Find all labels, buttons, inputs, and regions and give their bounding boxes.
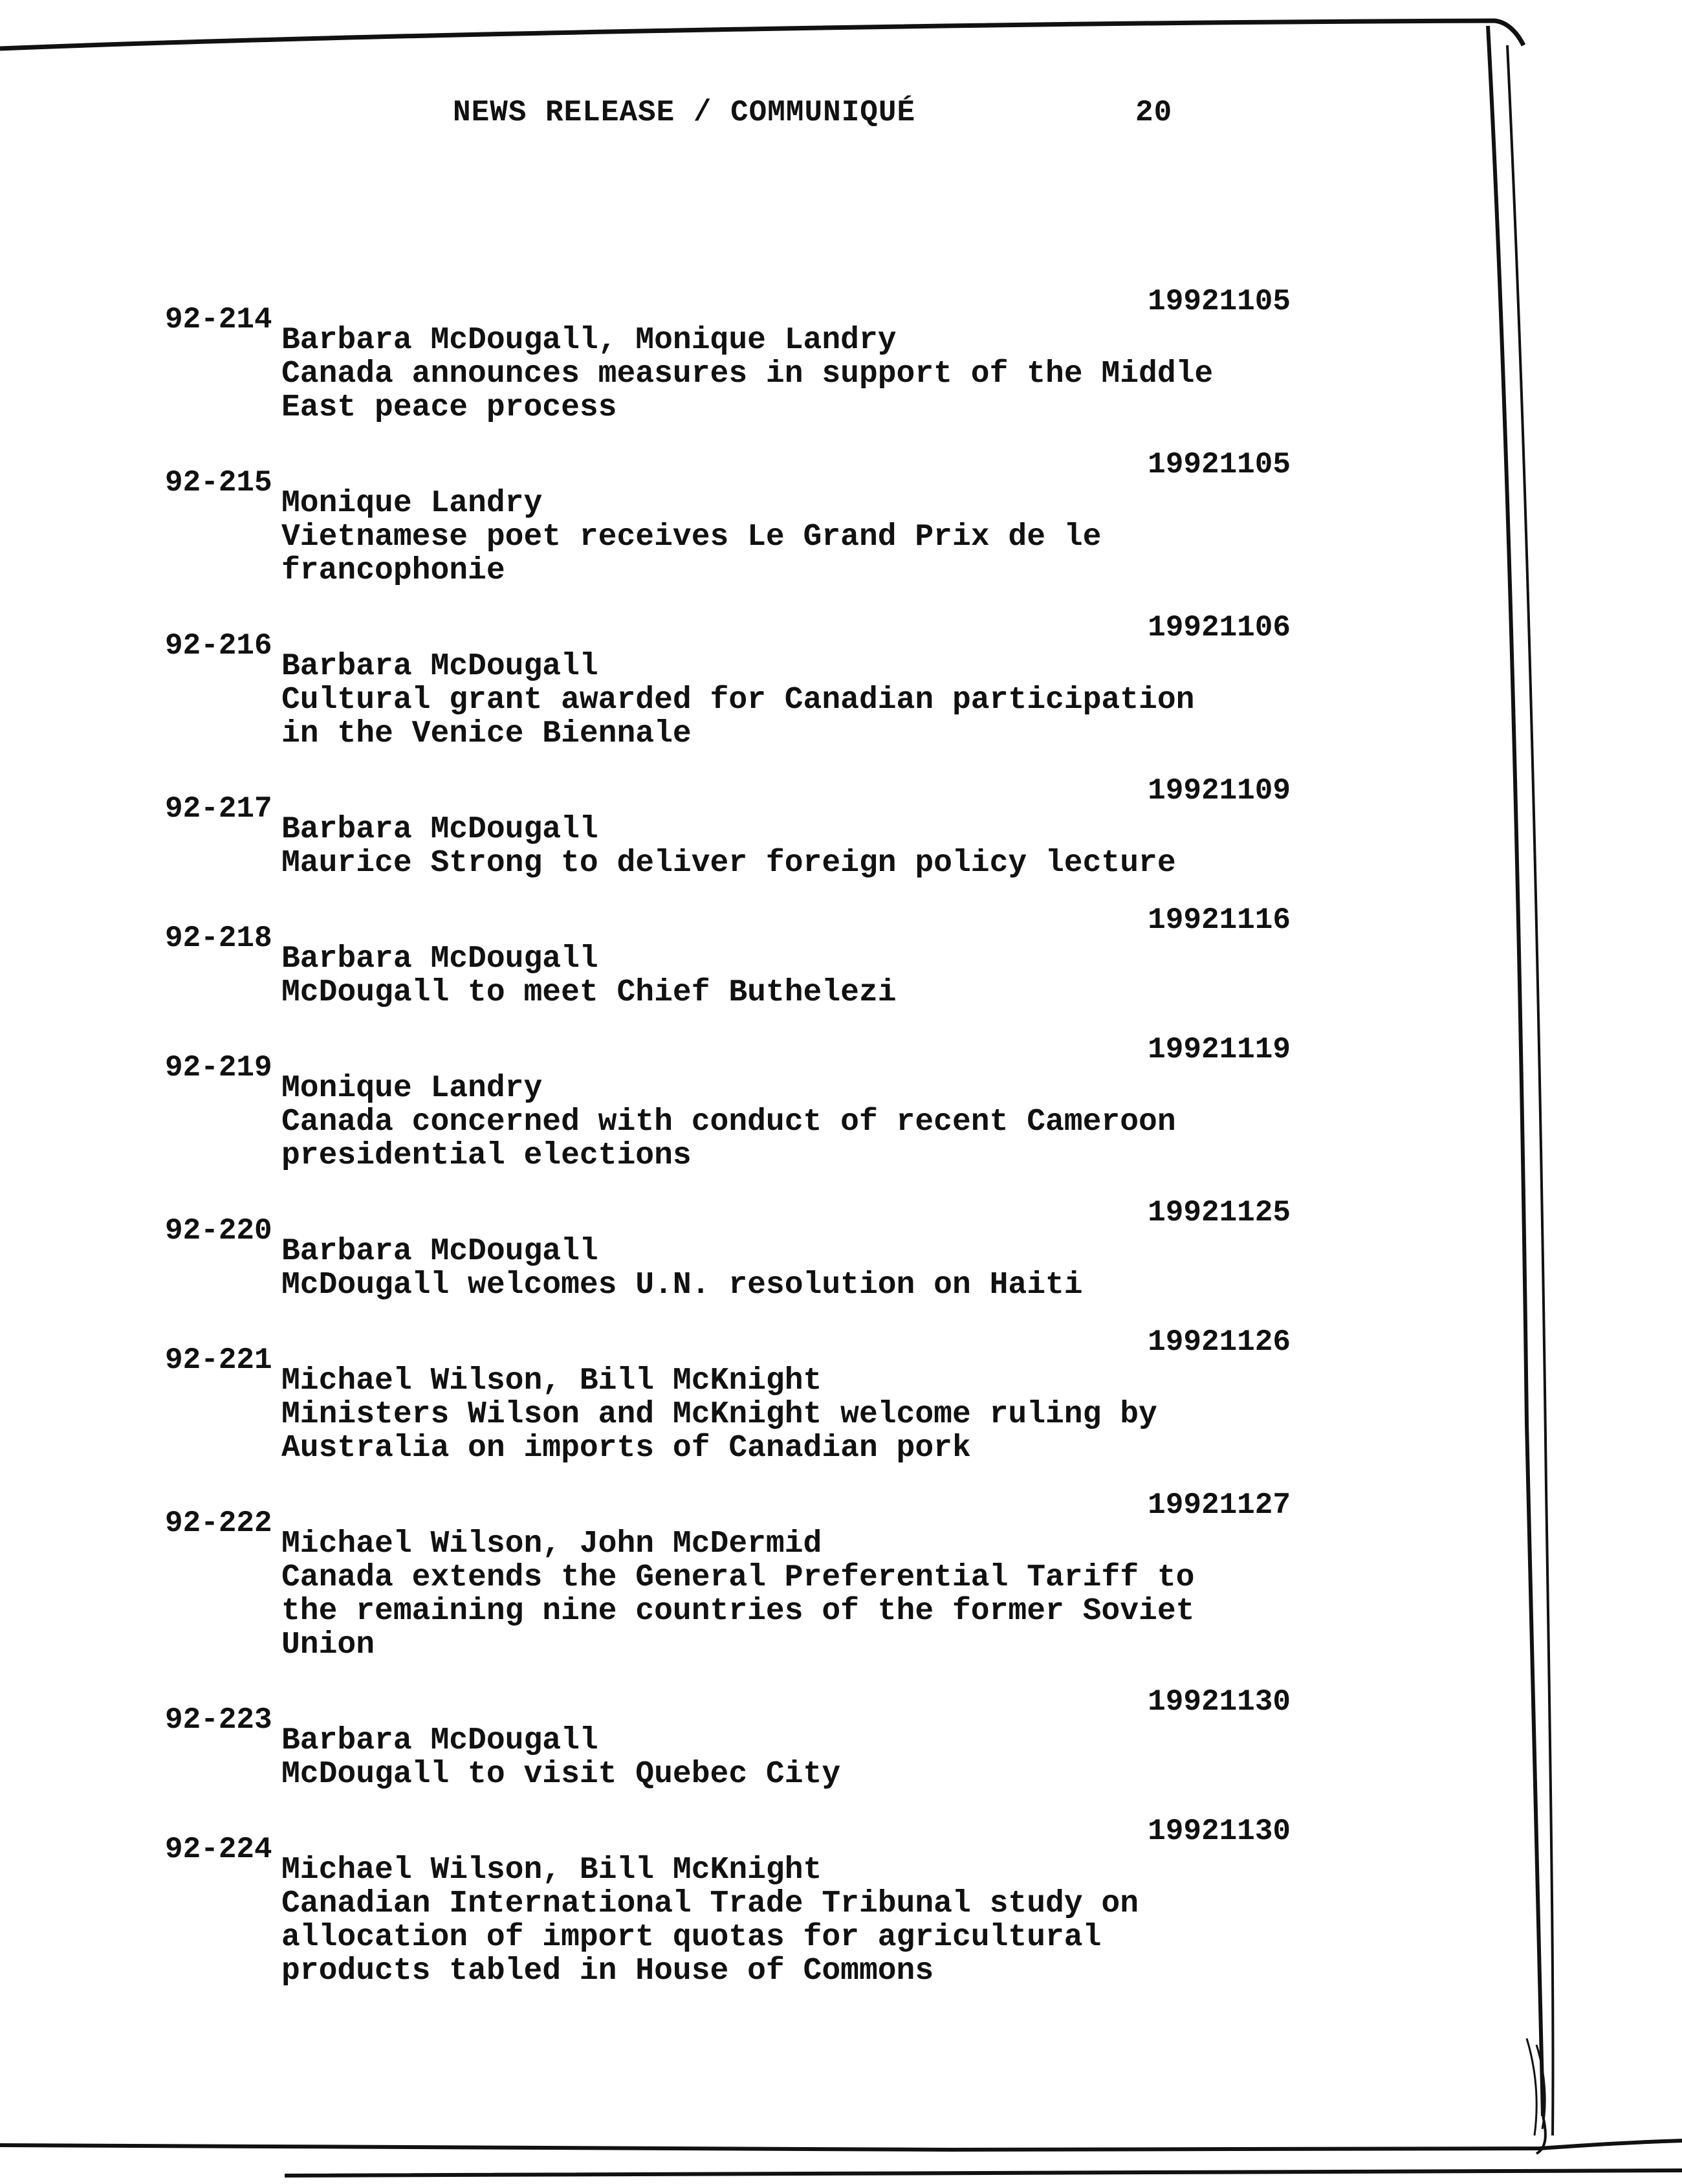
release-entry <box>165 1325 1291 1488</box>
release-ministers: Barbara McDougall <box>281 812 598 847</box>
release-ministers: Barbara McDougall <box>281 649 598 684</box>
release-date: 19921125 <box>1148 1196 1291 1230</box>
release-number: 92-223 <box>165 1703 272 1737</box>
release-number: 92-222 <box>165 1506 272 1540</box>
release-number: 92-218 <box>165 921 272 955</box>
page-header <box>453 96 1423 141</box>
release-body <box>281 1364 1291 1465</box>
release-ministers: Barbara McDougall <box>281 1723 598 1758</box>
release-date: 19921105 <box>1148 285 1291 318</box>
release-entry <box>165 1033 1291 1196</box>
release-number: 92-219 <box>165 1051 272 1085</box>
release-title-line: McDougall welcomes U.N. resolution on Haiti <box>281 1268 1083 1303</box>
release-title-line: Vietnamese poet receives Le Grand Prix de le <box>281 520 1102 555</box>
release-title-line: francophonie <box>281 553 505 588</box>
release-list <box>165 285 1291 2011</box>
release-title-line: Canada concerned with conduct of recent Cameroon <box>281 1105 1176 1140</box>
release-ministers: Michael Wilson, Bill McKnight <box>281 1853 822 1888</box>
release-title-line: Australia on imports of Canadian pork <box>281 1431 971 1466</box>
release-number: 92-214 <box>165 303 272 336</box>
release-date: 19921126 <box>1148 1325 1291 1359</box>
release-ministers: Barbara McDougall <box>281 942 598 976</box>
release-title-line: Maurice Strong to deliver foreign policy lecture <box>281 846 1176 881</box>
release-number: 92-220 <box>165 1214 272 1248</box>
release-ministers: Michael Wilson, John McDermid <box>281 1527 822 1561</box>
release-title-line: products tabled in House of Commons <box>281 1954 934 1989</box>
release-number: 92-217 <box>165 792 272 826</box>
release-title-line: Ministers Wilson and McKnight welcome ruling by <box>281 1397 1157 1432</box>
page-number: 20 <box>1135 96 1173 129</box>
release-number: 92-216 <box>165 629 272 663</box>
release-title-line: Cultural grant awarded for Canadian participation <box>281 683 1195 718</box>
release-title-line: Canada extends the General Preferential Tariff to <box>281 1560 1195 1595</box>
release-title-line: Canada announces measures in support of the Middle <box>281 357 1214 392</box>
release-title-line: Canadian International Trade Tribunal study on <box>281 1886 1139 1921</box>
release-body <box>281 1853 1291 1988</box>
release-body <box>281 942 1291 1009</box>
release-ministers: Barbara McDougall <box>281 1234 598 1269</box>
release-entry <box>165 1488 1291 1685</box>
release-title-line: Union <box>281 1627 375 1662</box>
release-entry <box>165 611 1291 774</box>
release-number: 92-224 <box>165 1833 272 1866</box>
release-ministers: Monique Landry <box>281 486 543 521</box>
release-title-line: East peace process <box>281 390 617 425</box>
header-title: NEWS RELEASE / COMMUNIQUÉ <box>453 96 916 129</box>
release-number: 92-221 <box>165 1343 272 1377</box>
release-date: 19921106 <box>1148 611 1291 645</box>
release-body <box>281 813 1291 880</box>
release-title-line: McDougall to visit Quebec City <box>281 1757 841 1792</box>
release-date: 19921130 <box>1148 1685 1291 1719</box>
release-body <box>281 487 1291 588</box>
release-date: 19921116 <box>1148 903 1291 937</box>
release-entry <box>165 774 1291 903</box>
release-entry <box>165 1814 1291 2011</box>
release-body <box>281 650 1291 751</box>
release-entry <box>165 903 1291 1033</box>
release-title-line: presidential elections <box>281 1138 692 1173</box>
release-title-line: the remaining nine countries of the former Soviet <box>281 1594 1195 1629</box>
release-ministers: Monique Landry <box>281 1071 543 1106</box>
release-ministers: Barbara McDougall, Monique Landry <box>281 323 897 358</box>
release-body <box>281 1527 1291 1662</box>
release-entry <box>165 1685 1291 1814</box>
release-entry <box>165 448 1291 611</box>
release-entry <box>165 1196 1291 1325</box>
release-date: 19921105 <box>1148 448 1291 481</box>
release-date: 19921127 <box>1148 1488 1291 1522</box>
release-title-line: allocation of import quotas for agricultural <box>281 1920 1102 1955</box>
release-title-line: McDougall to meet Chief Buthelezi <box>281 975 897 1010</box>
release-body <box>281 1724 1291 1791</box>
release-body <box>281 324 1291 425</box>
release-date: 19921109 <box>1148 774 1291 808</box>
release-body <box>281 1072 1291 1173</box>
release-entry <box>165 285 1291 448</box>
release-body <box>281 1235 1291 1302</box>
release-ministers: Michael Wilson, Bill McKnight <box>281 1363 822 1398</box>
release-date: 19921130 <box>1148 1814 1291 1848</box>
release-number: 92-215 <box>165 466 272 500</box>
release-title-line: in the Venice Biennale <box>281 716 692 751</box>
release-date: 19921119 <box>1148 1033 1291 1066</box>
